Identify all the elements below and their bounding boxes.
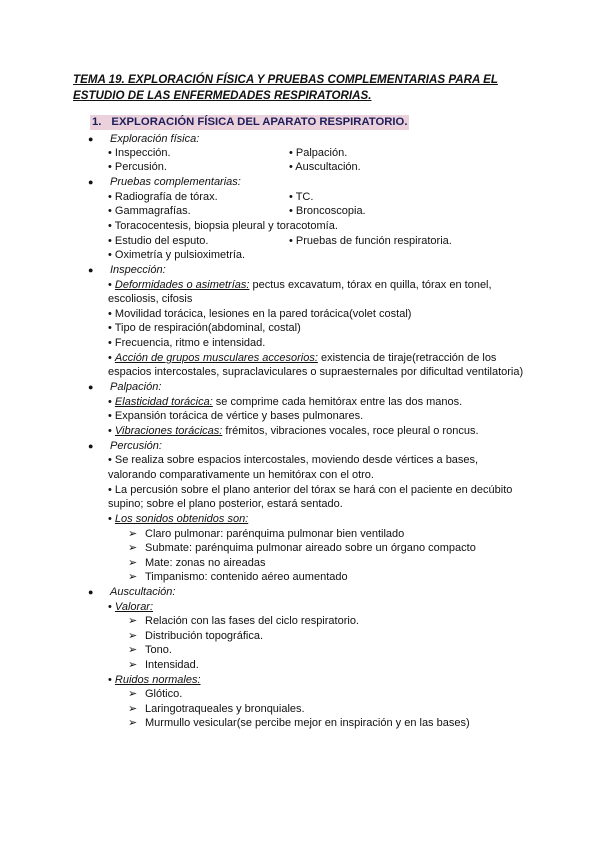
list-item: • Oximetría y pulsioximetría.: [108, 249, 246, 261]
arrow-bullet-icon: ➢: [128, 659, 138, 671]
bullet-dot: •: [108, 396, 112, 408]
list-item-continuation: valorando comparativamente un hemitórax con el otro.: [108, 469, 374, 481]
term-label: Acción de grupos musculares accesorios:: [114, 352, 318, 364]
section-heading: [90, 115, 409, 130]
page-title: [73, 72, 513, 104]
list-item: Tono.: [145, 644, 172, 656]
arrow-bullet-icon: ➢: [128, 703, 138, 715]
title-line-1: TEMA 19. EXPLORACIÓN FÍSICA Y PRUEBAS COMPLEMENTARIAS PARA EL: [73, 73, 498, 86]
list-item: Murmullo vesicular(se percibe mejor en inspiración y en las bases): [145, 717, 470, 729]
list-item: • Auscultación.: [289, 161, 361, 173]
list-item: • Percusión.: [108, 161, 167, 173]
term-label: Valorar:: [114, 601, 154, 613]
list-item: [108, 395, 462, 409]
arrow-bullet-icon: ➢: [128, 615, 138, 627]
list-item: • Inspección.: [108, 147, 171, 159]
list-item: Timpanismo: contenido aéreo aumentado: [145, 571, 348, 583]
bullet-dot: •: [108, 425, 112, 437]
percusion-heading: Percusión:: [110, 440, 162, 452]
list-item: • Expansión torácica de vértice y bases pulmonares.: [108, 410, 364, 422]
list-item: • Estudio del esputo.: [108, 235, 209, 247]
bullet-dot: •: [108, 674, 112, 686]
list-item: Glótico.: [145, 688, 183, 700]
bullet-dot: •: [108, 601, 112, 613]
list-item: • Palpación.: [289, 147, 348, 159]
list-item: • Broncoscopia.: [289, 205, 366, 217]
section-label: EXPLORACIÓN FÍSICA DEL APARATO RESPIRATORIO.: [111, 116, 408, 128]
list-item: Claro pulmonar: parénquima pulmonar bien ventilado: [145, 528, 405, 540]
arrow-bullet-icon: ➢: [128, 542, 138, 554]
term-text: frémitos, vibraciones vocales, roce pleural o roncus.: [222, 425, 479, 437]
inspeccion-heading: Inspección:: [110, 264, 166, 276]
term-text: existencia de tiraje(retracción de los: [317, 352, 497, 364]
bullet-dot: •: [108, 513, 112, 525]
list-item: • Toracocentesis, biopsia pleural y toracotomía.: [108, 220, 338, 232]
list-item: [108, 278, 492, 292]
list-item: • Se realiza sobre espacios intercostales, moviendo desde vértices a bases,: [108, 454, 479, 466]
arrow-bullet-icon: ➢: [128, 557, 138, 569]
bullet-disc: ●: [88, 441, 94, 451]
arrow-bullet-icon: ➢: [128, 630, 138, 642]
pruebas-heading: Pruebas complementarias:: [110, 176, 241, 188]
list-item: • Frecuencia, ritmo e intensidad.: [108, 337, 266, 349]
arrow-bullet-icon: ➢: [128, 571, 138, 583]
list-item: Intensidad.: [145, 659, 199, 671]
bullet-disc: ●: [88, 177, 94, 187]
term-label: Ruidos normales:: [114, 674, 201, 686]
bullet-disc: ●: [88, 382, 94, 392]
title-line-2: ESTUDIO DE LAS ENFERMEDADES RESPIRATORIAS.: [73, 89, 372, 102]
exploracion-heading: Exploración física:: [110, 133, 200, 145]
list-item: • Gammagrafías.: [108, 205, 191, 217]
auscultacion-heading: Auscultación:: [110, 586, 176, 598]
arrow-bullet-icon: ➢: [128, 644, 138, 656]
list-item: • Movilidad torácica, lesiones en la pared torácica(volet costal): [108, 308, 412, 320]
section-number: 1.: [92, 116, 102, 128]
list-item: Laringotraqueales y bronquiales.: [145, 703, 305, 715]
list-item: Distribución topográfica.: [145, 630, 264, 642]
list-item-continuation: supino; sobre el plano posterior, estará sentado.: [108, 498, 343, 510]
list-item: • TC.: [289, 191, 314, 203]
arrow-bullet-icon: ➢: [128, 528, 138, 540]
list-item: • Pruebas de función respiratoria.: [289, 235, 452, 247]
term-label: Vibraciones torácicas:: [114, 425, 223, 437]
list-item: [108, 600, 153, 614]
list-item: [108, 512, 248, 526]
bullet-dot: •: [108, 352, 112, 364]
bullet-disc: ●: [88, 265, 94, 275]
list-item: • Radiografía de tórax.: [108, 191, 218, 203]
bullet-dot: •: [108, 279, 112, 291]
list-item: • La percusión sobre el plano anterior del tórax se hará con el paciente en decúbito: [108, 484, 513, 496]
palpacion-heading: Palpación:: [110, 381, 162, 393]
list-item: Submate: parénquima pulmonar aireado sobre un órgano compacto: [145, 542, 476, 554]
term-label: Deformidades o asimetrías:: [114, 279, 250, 291]
list-item: Mate: zonas no aireadas: [145, 557, 266, 569]
arrow-bullet-icon: ➢: [128, 717, 138, 729]
list-item: • Tipo de respiración(abdominal, costal): [108, 322, 301, 334]
term-text: pectus excavatum, tórax en quilla, tórax en tonel,: [249, 279, 492, 291]
list-item: [108, 673, 201, 687]
list-item-continuation: espacios intercostales, supraclaviculares o supraesternales por dificultad ventilatoria): [108, 366, 524, 378]
list-item-continuation: escoliosis, cifosis: [108, 293, 193, 305]
list-item: [108, 424, 479, 438]
arrow-bullet-icon: ➢: [128, 688, 138, 700]
bullet-disc: ●: [88, 587, 94, 597]
list-item: [108, 351, 496, 365]
term-text: se comprime cada hemitórax entre las dos manos.: [212, 396, 463, 408]
list-item: Relación con las fases del ciclo respiratorio.: [145, 615, 359, 627]
bullet-disc: ●: [88, 134, 94, 144]
term-label: Elasticidad torácica:: [114, 396, 213, 408]
term-label: Los sonidos obtenidos son:: [114, 513, 249, 525]
